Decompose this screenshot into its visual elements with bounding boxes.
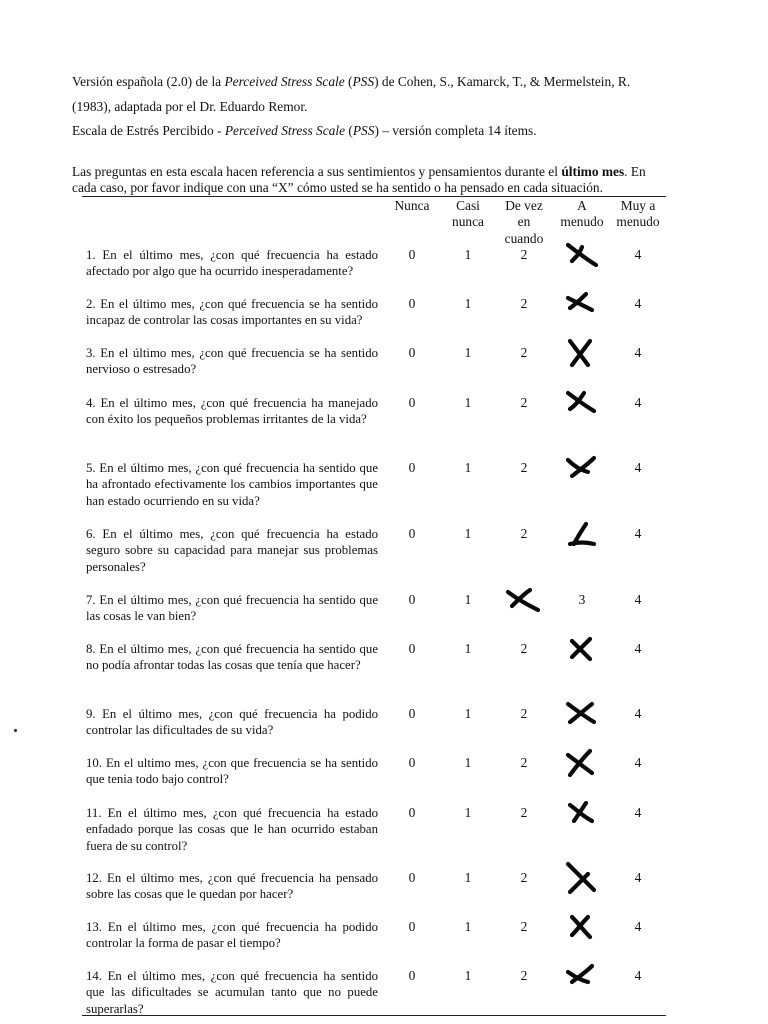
column-header-line: Muy a [620,198,656,213]
column-header-line [610,231,666,247]
response-option-4[interactable]: 4 [634,526,642,541]
response-option-0[interactable]: 0 [408,395,416,410]
question-item-10 [86,755,378,788]
response-option-2[interactable]: 2 [520,805,528,820]
response-option-1[interactable]: 1 [464,706,472,721]
question-text: 6. En el último mes, ¿con qué frecuencia ha estado seguro sobre su capacidad para manejar sus problemas personales? [86,527,378,574]
response-option-0[interactable]: 0 [408,805,416,820]
handwritten-x-mark[interactable] [562,747,602,779]
handwritten-x-mark[interactable] [562,387,602,419]
scale-name-italic: Perceived Stress Scale [224,74,345,89]
column-header-line [384,231,440,247]
response-option-4[interactable]: 4 [634,755,642,770]
response-option-0[interactable]: 0 [408,706,416,721]
column-header-line: nunca [452,214,484,230]
response-option-4[interactable]: 4 [634,460,642,475]
question-item-2 [86,296,378,329]
response-option-1[interactable]: 1 [464,526,472,541]
response-option-2[interactable]: 2 [520,706,528,721]
handwritten-x-mark[interactable] [562,337,602,369]
response-option-1[interactable]: 1 [464,592,472,607]
response-option-0[interactable]: 0 [408,755,416,770]
response-option-1[interactable]: 1 [464,460,472,475]
handwritten-x-mark[interactable] [562,518,602,550]
response-option-2[interactable]: 2 [520,247,528,262]
response-option-4[interactable]: 4 [634,395,642,410]
instructions-line-1 [72,164,702,180]
response-option-0[interactable]: 0 [408,247,416,262]
response-option-4[interactable]: 4 [634,968,642,983]
handwritten-x-mark[interactable] [562,698,602,730]
question-text: 12. En el último mes, ¿con qué frecuencia ha pensado sobre las cosas que le quedan por hacer? [86,871,378,902]
header-text: Escala de Estrés Percibido - [72,123,225,138]
scale-acronym-italic: PSS [352,123,375,138]
scale-name-italic: Perceived Stress Scale [224,123,346,138]
question-item-12 [86,870,378,903]
column-header-line: cuando [504,230,544,246]
response-option-0[interactable]: 0 [408,919,416,934]
question-text: 5. En el último mes, ¿con qué frecuencia ha sentido que ha afrontado efectivamente los cambios importantes que han estado ocurriendo en su vida? [86,461,378,508]
header-text: ) de Cohen, S., Kamarck, T., & Mermelstein, R. [374,74,631,89]
instructions-emphasis: último mes [561,164,625,179]
response-option-2[interactable]: 2 [520,345,528,360]
response-option-0[interactable]: 0 [408,296,416,311]
column-header-4 [610,198,666,247]
response-option-1[interactable]: 1 [464,919,472,934]
scale-acronym-italic: PSS [352,74,375,89]
response-option-1[interactable]: 1 [464,345,472,360]
response-option-2[interactable]: 2 [520,919,528,934]
question-text: 3. En el último mes, ¿con qué frecuencia se ha sentido nervioso o estresado? [86,346,378,377]
question-item-9 [86,706,378,739]
response-option-2[interactable]: 2 [520,968,528,983]
response-option-1[interactable]: 1 [464,968,472,983]
response-option-2[interactable]: 2 [520,641,528,656]
response-option-0[interactable]: 0 [408,968,416,983]
handwritten-x-mark[interactable] [562,239,602,271]
response-option-0[interactable]: 0 [408,460,416,475]
header-text: Versión española (2.0) de la [72,74,225,89]
document-header-line-1 [72,74,702,90]
response-option-1[interactable]: 1 [464,247,472,262]
response-option-2[interactable]: 2 [520,526,528,541]
response-option-4[interactable]: 4 [634,919,642,934]
question-text: 1. En el último mes, ¿con qué frecuencia ha estado afectado por algo que ha ocurrido inesperadamente? [86,248,378,279]
response-option-4[interactable]: 4 [634,296,642,311]
header-text: ( [344,74,353,89]
column-header-line: menudo [560,214,604,230]
response-option-2[interactable]: 2 [520,395,528,410]
column-header-line: Nunca [394,198,430,213]
response-option-4[interactable]: 4 [634,247,642,262]
question-text: 10. En el ultimo mes, ¿con que frecuencia se ha sentido que tenia todo bajo control? [86,756,378,787]
response-option-1[interactable]: 1 [464,870,472,885]
response-option-0[interactable]: 0 [408,870,416,885]
handwritten-x-mark[interactable] [562,797,602,829]
question-item-11 [86,805,378,854]
column-header-line [440,231,496,247]
document-header-line-2: (1983), adaptada por el Dr. Eduardo Remor. [72,99,308,114]
question-text: 13. En el último mes, ¿con qué frecuencia ha podido controlar la forma de pasar el tiempo? [86,920,378,951]
response-option-4[interactable]: 4 [634,805,642,820]
document-header-line-3 [72,123,702,139]
column-header-2 [496,198,552,247]
handwritten-x-mark[interactable] [562,862,602,894]
column-header-1 [440,198,496,247]
table-top-rule [82,196,666,197]
column-header-line: en [517,214,531,230]
question-item-8 [86,641,378,674]
response-option-2[interactable]: 2 [520,460,528,475]
question-text: 8. En el último mes, ¿con qué frecuencia ha sentido que no podía afrontar todas las cosas que tenía que hacer? [86,642,378,673]
question-text: 9. En el último mes, ¿con qué frecuencia ha podido controlar las dificultades de su vida? [86,707,378,738]
question-text: 2. En el último mes, ¿con qué frecuencia se ha sentido incapaz de controlar las cosas importantes en su vida? [86,297,378,328]
response-option-4[interactable]: 4 [634,345,642,360]
response-option-2[interactable]: 2 [520,870,528,885]
response-option-4[interactable]: 4 [634,592,642,607]
response-option-4[interactable]: 4 [634,641,642,656]
response-option-1[interactable]: 1 [464,296,472,311]
response-option-4[interactable]: 4 [634,706,642,721]
header-text: ( [345,123,353,138]
handwritten-x-mark[interactable] [562,960,602,992]
question-item-3 [86,345,378,378]
header-text: ) – versión completa 14 ítems. [374,123,537,138]
question-text: 4. En el último mes, ¿con qué frecuencia ha manejado con éxito los pequeños problemas irritantes de la vida? [86,396,378,427]
response-option-2[interactable]: 2 [520,296,528,311]
question-item-4 [86,395,378,428]
stray-dot [14,729,17,732]
response-option-4[interactable]: 4 [634,870,642,885]
response-option-0[interactable]: 0 [408,592,416,607]
question-text: 14. En el último mes, ¿con qué frecuencia ha sentido que las dificultades se acumulan tanto que no puede superarlas? [86,969,378,1016]
handwritten-x-mark[interactable] [562,452,602,484]
response-option-0[interactable]: 0 [408,526,416,541]
instructions-line-2: cada caso, por favor indique con una “X” cómo usted se ha sentido o ha pensado en cada situación. [72,180,603,195]
question-text: 11. En el último mes, ¿con qué frecuencia ha estado enfadado porque las cosas que le han ocurrido estaban fuera de su control? [86,806,378,853]
column-header-line [384,214,440,230]
response-option-1[interactable]: 1 [464,395,472,410]
column-header-line: De vez [505,198,543,213]
question-item-6 [86,526,378,575]
column-header-line: Casi [456,198,480,213]
handwritten-x-mark[interactable] [562,288,602,320]
instructions-text: . En [624,164,646,179]
response-option-0[interactable]: 0 [408,641,416,656]
response-option-1[interactable]: 1 [464,641,472,656]
question-item-14 [86,968,378,1017]
handwritten-x-mark[interactable] [562,911,602,943]
instructions-text: Las preguntas en esta escala hacen referencia a sus sentimientos y pensamientos durante el [72,164,562,179]
response-option-0[interactable]: 0 [408,345,416,360]
handwritten-x-mark[interactable] [562,633,602,665]
response-option-2[interactable]: 2 [520,755,528,770]
question-text: 7. En el último mes, ¿con qué frecuencia ha sentido que las cosas le van bien? [86,593,378,624]
question-item-1 [86,247,378,280]
question-item-13 [86,919,378,952]
question-item-5 [86,460,378,509]
column-header-line: menudo [616,214,660,230]
response-option-1[interactable]: 1 [464,805,472,820]
question-item-7 [86,592,378,625]
response-option-3[interactable]: 3 [578,592,586,607]
column-header-line: A [577,198,587,213]
handwritten-x-mark[interactable] [504,584,544,616]
column-header-0 [384,198,440,247]
response-option-1[interactable]: 1 [464,755,472,770]
